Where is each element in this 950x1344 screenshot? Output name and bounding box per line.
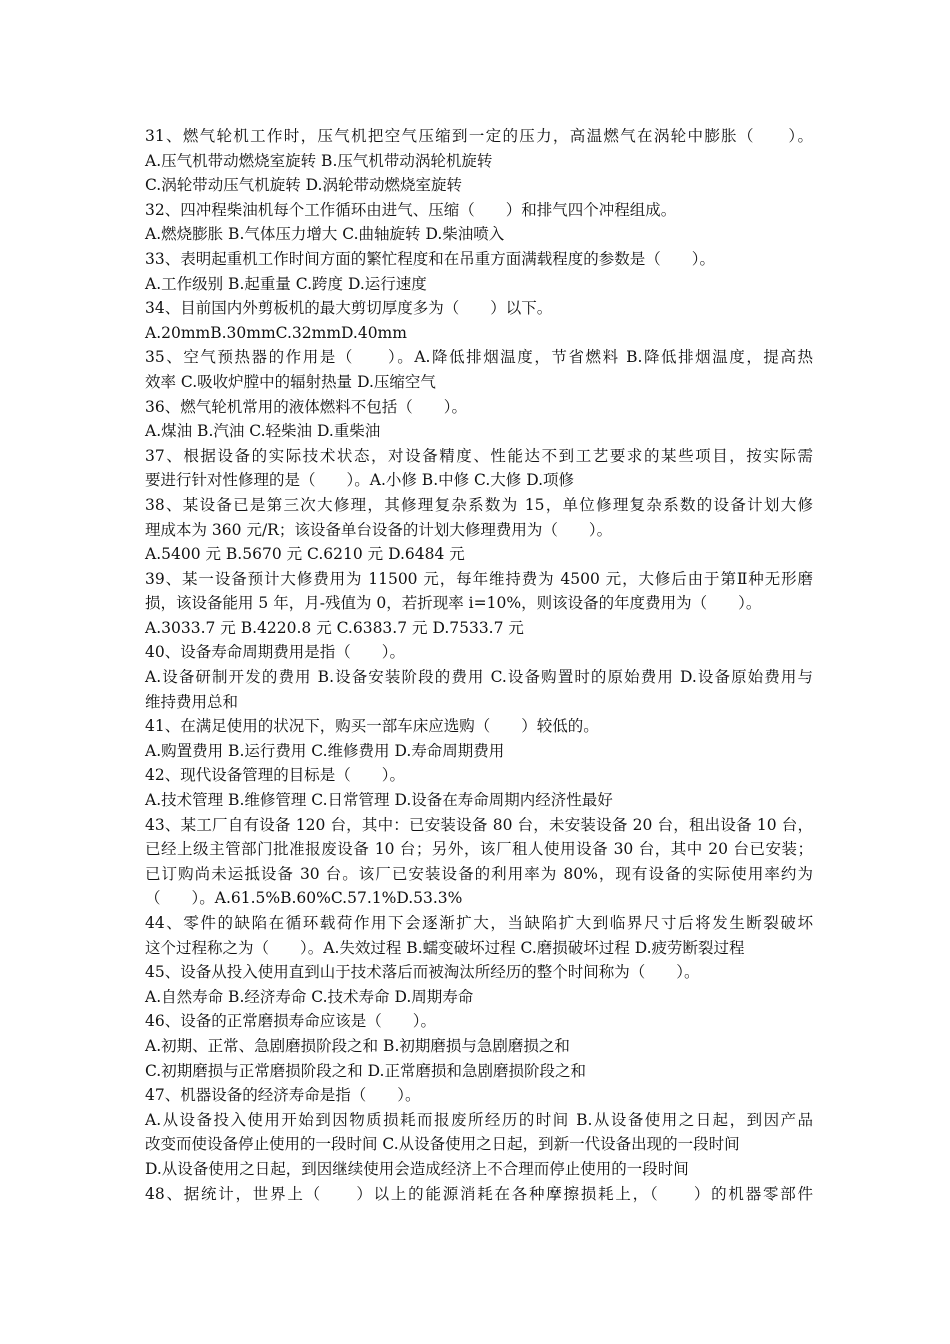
text-line: （ ）。A.61.5%B.60%C.57.1%D.53.3% [145, 889, 463, 908]
text-line: 47、机器设备的经济寿命是指（ ）。 [145, 1086, 421, 1105]
text-line: A.自然寿命 B.经济寿命 C.技术寿命 D.周期寿命 [145, 987, 474, 1006]
text-line: 35、空气预热器的作用是（ ）。A.降低排烟温度，节省燃料 B.降低排烟温度，提高热 [145, 348, 813, 367]
text-line: A.技术管理 B.维修管理 C.日常管理 D.设备在寿命周期内经济性最好 [145, 791, 613, 810]
text-line: A.3033.7 元 B.4220.8 元 C.6383.7 元 D.7533.7 元 [145, 618, 524, 637]
text-line: A.压气机带动燃烧室旋转 B.压气机带动涡轮机旋转 [145, 151, 493, 170]
text-line: 45、设备从投入使用直到山于技术落后而被淘汰所经历的整个时间称为（ ）。 [145, 963, 700, 982]
text-line: A.5400 元 B.5670 元 C.6210 元 D.6484 元 [145, 545, 465, 564]
text-line: 改变而使设备停止使用的一段时间 C.从设备使用之日起，到新一代设备出现的一段时间 [145, 1135, 740, 1154]
text-line: A.设备研制开发的费用 B.设备安装阶段的费用 C.设备购置时的原始费用 D.设备原始费用与 [145, 668, 813, 687]
text-line: 维持费用总和 [145, 692, 239, 711]
text-line: A.煤油 B.汽油 C.轻柴油 D.重柴油 [145, 422, 381, 441]
text-line: 34、目前国内外剪板机的最大剪切厚度多为（ ）以下。 [145, 299, 553, 318]
text-line: 36、燃气轮机常用的液体燃料不包括（ ）。 [145, 397, 467, 416]
document-body [145, 124, 813, 1206]
text-line: 这个过程称之为（ ）。A.失效过程 B.蠕变破坏过程 C.磨损破坏过程 D.疲劳断裂过程 [145, 938, 745, 957]
text-line: A.从设备投入使用开始到因物质损耗而报废所经历的时间 B.从设备使用之日起，到因产品 [145, 1110, 813, 1129]
text-line: 41、在满足使用的状况下，购买一部车床应选购（ ）较低的。 [145, 717, 599, 736]
text-line: 42、现代设备管理的目标是（ ）。 [145, 766, 405, 785]
text-line: 33、表明起重机工作时间方面的繁忙程度和在吊重方面满载程度的参数是（ ）。 [145, 249, 715, 268]
text-line: 32、四冲程柴油机每个工作循环由进气、压缩（ ）和排气四个冲程组成。 [145, 200, 677, 219]
text-line: 效率 C.吸收炉膛中的辐射热量 D.压缩空气 [145, 372, 436, 391]
text-line: 理成本为 360 元/R；该设备单台设备的计划大修理费用为（ ）。 [145, 520, 613, 539]
text-line: 48、据统计，世界上（ ）以上的能源消耗在各种摩擦损耗上，（ ）的机器零部件 [145, 1184, 813, 1203]
text-line: 已订购尚未运抵设备 30 台。该厂已安装设备的利用率为 80%，现有设备的实际使用率约为 [145, 864, 813, 883]
text-line: 43、某工厂自有设备 120 台，其中：已安装设备 80 台，未安装设备 20 台，租出设备 10 台， [145, 815, 813, 834]
text-line: 37、根据设备的实际技术状态，对设备精度、性能达不到工艺要求的某些项目，按实际需 [145, 446, 813, 465]
text-line: A.购置费用 B.运行费用 C.维修费用 D.寿命周期费用 [145, 741, 505, 760]
text-line: C.涡轮带动压气机旋转 D.涡轮带动燃烧室旋转 [145, 176, 462, 195]
text-line: 39、某一设备预计大修费用为 11500 元，每年维持费为 4500 元，大修后由于第Ⅱ种无形磨 [145, 569, 813, 588]
text-line: D.从设备使用之日起，到因继续使用会造成经济上不合理而停止使用的一段时间 [145, 1159, 689, 1178]
text-line: A.初期、正常、急剧磨损阶段之和 B.初期磨损与急剧磨损之和 [145, 1036, 570, 1055]
text-line: A.燃烧膨胀 B.气体压力增大 C.曲轴旋转 D.柴油喷入 [145, 225, 505, 244]
text-line: A.工作级别 B.起重量 C.跨度 D.运行速度 [145, 274, 427, 293]
text-line: 38、某设备已是第三次大修理，其修理复杂系数为 15，单位修理复杂系数的设备计划大修 [145, 495, 813, 514]
text-line: 损，该设备能用 5 年，月-残值为 0，若折现率 i=10%，则该设备的年度费用为（ ）。 [145, 594, 762, 613]
text-line: A.20mmB.30mmC.32mmD.40mm [145, 323, 407, 342]
text-line: 40、设备寿命周期费用是指（ ）。 [145, 643, 405, 662]
text-line: 44、零件的缺陷在循环载荷作用下会逐渐扩大，当缺陷扩大到临界尺寸后将发生断裂破坏 [145, 914, 813, 932]
text-line: 31、燃气轮机工作时，压气机把空气压缩到一定的压力，高温燃气在涡轮中膨胀（ ）。 [145, 127, 813, 145]
text-line: C.初期磨损与正常磨损阶段之和 D.正常磨损和急剧磨损阶段之和 [145, 1061, 586, 1080]
text-line: 46、设备的正常磨损寿命应该是（ ）。 [145, 1012, 436, 1031]
text-line: 要进行针对性修理的是（ ）。A.小修 B.中修 C.大修 D.项修 [145, 471, 575, 490]
text-line: 已经上级主管部门批准报废设备 10 台；另外，该厂租人使用设备 30 台，其中 20 台已安装； [145, 840, 813, 859]
